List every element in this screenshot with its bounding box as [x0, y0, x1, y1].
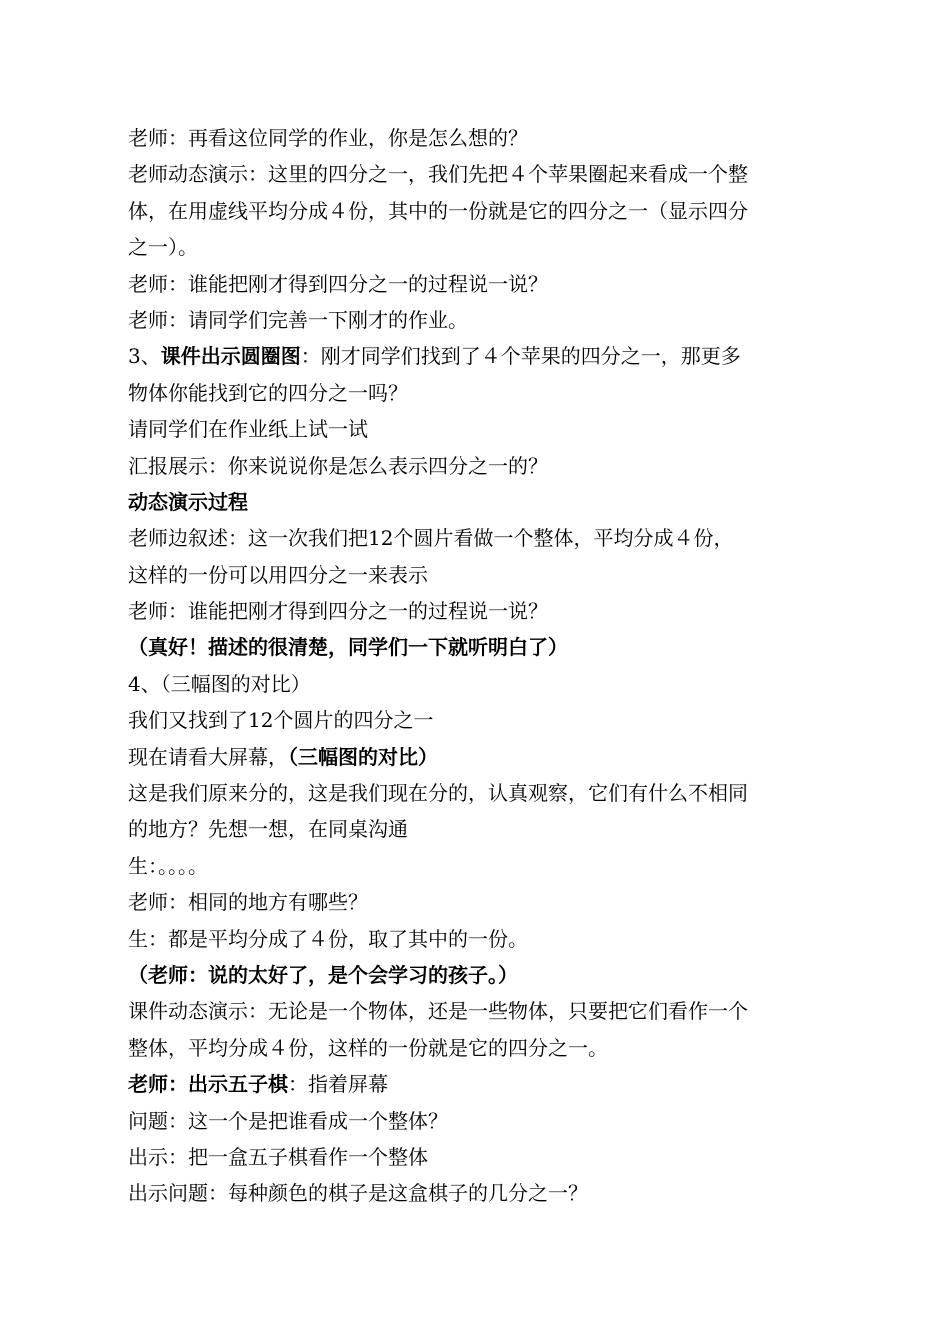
text-line: 老师：再看这位同学的作业，你是怎么想的？ — [128, 126, 528, 150]
document-body — [128, 120, 828, 1212]
text-line: 汇报展示：你来说说你是怎么表示四分之一的？ — [128, 453, 548, 478]
step-number: 3、 — [128, 344, 161, 369]
text-line: 我们又找到了12个圆片的四分之一 — [128, 708, 434, 733]
text-line: 出示：把一盒五子棋看作一个整体 — [128, 1144, 428, 1169]
text-line: 的地方？先想一想，在同桌沟通 — [128, 817, 408, 842]
text-line: 老师：相同的地方有哪些？ — [128, 890, 368, 915]
bold-phrase: （三幅图的对比） — [288, 744, 438, 769]
step-3-heading-line — [128, 338, 828, 374]
text-line: 之一）。 — [128, 235, 198, 260]
text-line: 课件动态演示：无论是一个物体，还是一些物体，只要把它们看作一个 — [128, 999, 748, 1024]
text-line: 请同学们在作业纸上试一试 — [128, 417, 368, 442]
text-line: 这样的一份可以用四分之一来表示 — [128, 562, 428, 587]
text-line: 老师动态演示：这里的四分之一，我们先把４个苹果圈起来看成一个整 — [128, 162, 748, 187]
text-line: 出示问题：每种颜色的棋子是这盒棋子的几分之一？ — [128, 1181, 588, 1206]
bold-phrase: 课件出示圆圈图 — [160, 344, 301, 369]
bold-comment-line: （真好！描述的很清楚，同学们一下就听明白了） — [128, 635, 568, 660]
text-line: 老师边叙述：这一次我们把12个圆片看做一个整体，平均分成４份， — [128, 526, 734, 551]
mixed-line — [128, 1066, 828, 1102]
text-line: 生：。。。。 — [128, 853, 208, 878]
text-line: 老师：请同学们完善一下刚才的作业。 — [128, 307, 468, 332]
step-4-heading-line: 4、（三幅图的对比） — [128, 671, 311, 696]
text-line: 老师：谁能把刚才得到四分之一的过程说一说？ — [128, 599, 548, 624]
line-text: 现在请看大屏幕， — [128, 744, 288, 769]
text-line: 生：都是平均分成了４份，取了其中的一份。 — [128, 926, 528, 951]
bold-comment-line: （老师：说的太好了，是个会学习的孩子。） — [128, 962, 518, 987]
bold-phrase: 老师：出示五子棋 — [128, 1072, 288, 1097]
text-line: 这是我们原来分的，这是我们现在分的，认真观察，它们有什么不相同 — [128, 781, 748, 806]
mixed-line — [128, 739, 828, 775]
text-line: 体，在用虚线平均分成４份，其中的一份就是它的四分之一（显示四分 — [128, 198, 748, 223]
line-text: ：刚才同学们找到了４个苹果的四分之一，那更多 — [300, 344, 741, 369]
bold-heading-line: 动态演示过程 — [128, 489, 248, 514]
text-line: 老师：谁能把刚才得到四分之一的过程说一说？ — [128, 271, 548, 296]
line-text: ：指着屏幕 — [288, 1072, 388, 1097]
text-line: 整体，平均分成４份，这样的一份就是它的四分之一。 — [128, 1035, 608, 1060]
text-line: 问题：这一个是把谁看成一个整体？ — [128, 1108, 448, 1133]
text-line: 物体你能找到它的四分之一吗？ — [128, 380, 408, 405]
